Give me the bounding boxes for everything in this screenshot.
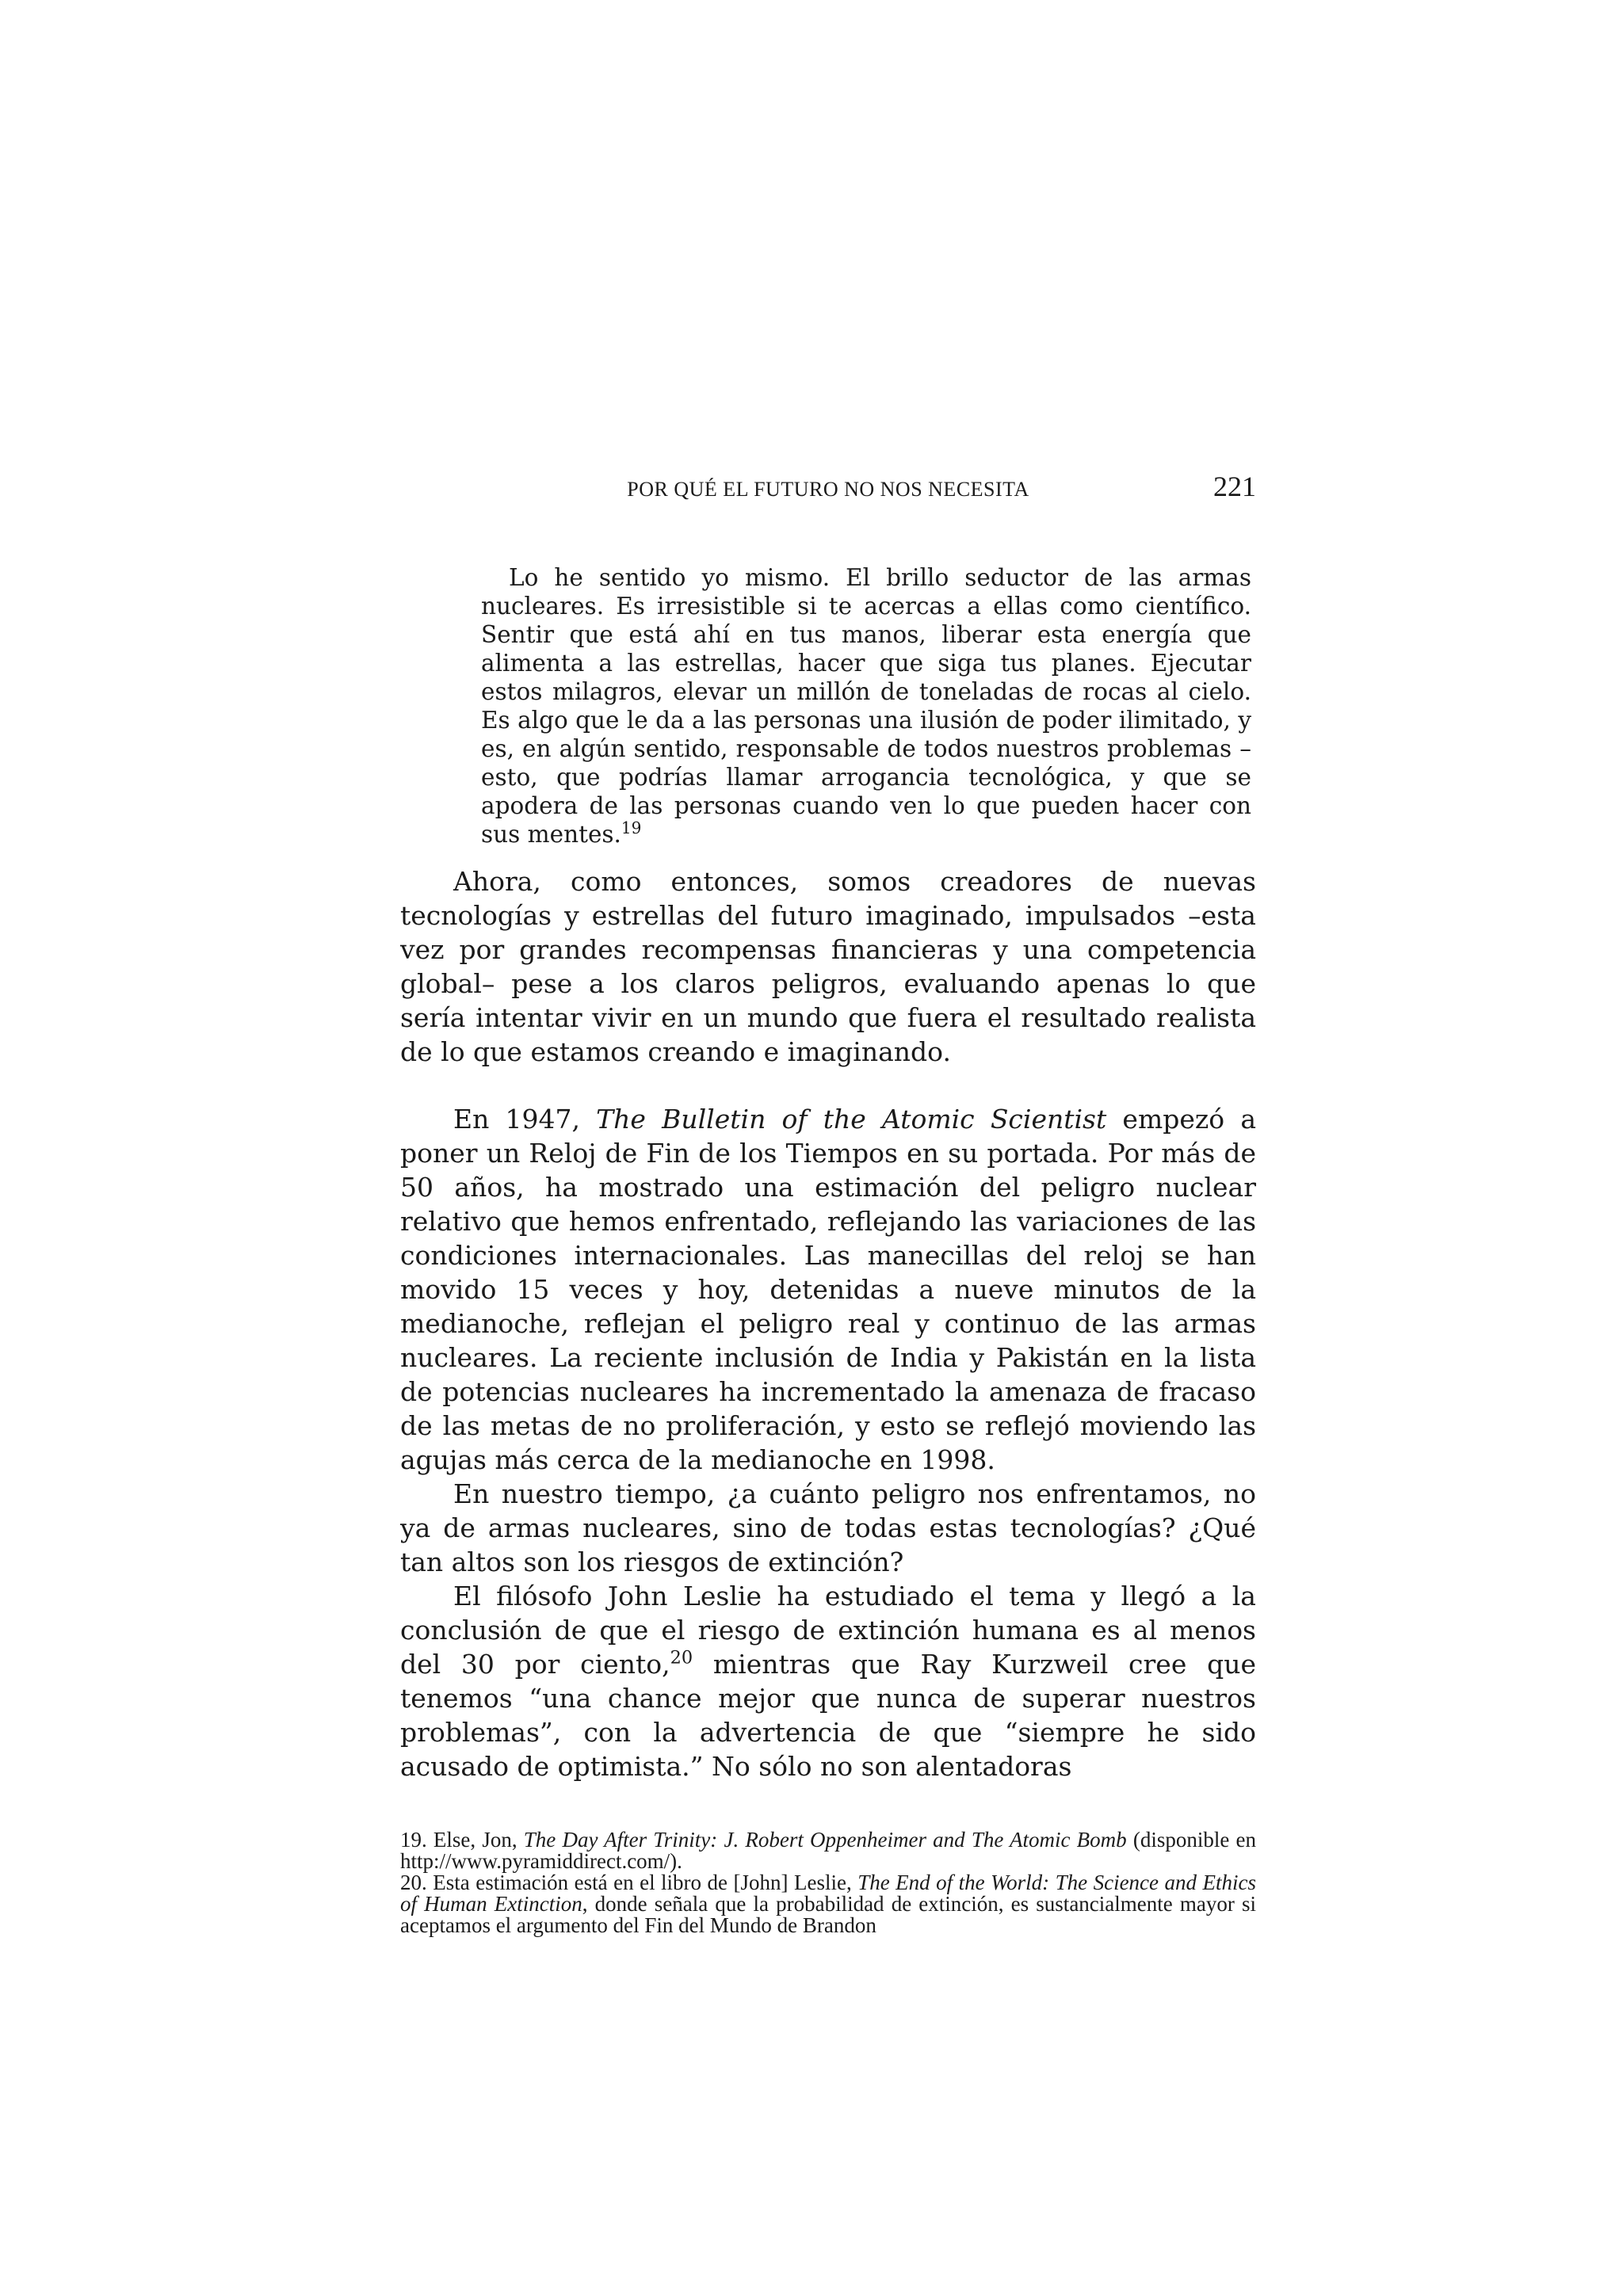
quote-paragraph bbox=[481, 563, 1251, 849]
footnote-20-title: The End of the World: The Science and Ethics of Human Extinction bbox=[400, 1871, 1256, 1916]
publication-title: The Bulletin of the Atomic Scientist bbox=[596, 1104, 1107, 1135]
paragraph-1: Ahora, como entonces, somos creadores de nuevas tecnologías y estrellas del futuro imaginado, impulsados –esta vez por grandes recompensas financieras y una competencia global– pese a los claros peligros, evaluando apenas lo que sería intentar vivir en un mundo que fuera el resultado realista de lo que estamos creando e imaginando. bbox=[400, 866, 1256, 1067]
footnote-19-start: 19. Else, Jon, bbox=[400, 1828, 524, 1852]
paragraph-4-rest: mientras que Ray Kurzweil cree que tenemos “una chance mejor que nunca de superar nuestros problemas”, con la advertencia de que “siempre he sido acusado de optimista.” No sólo no son alentadoras bbox=[400, 1649, 1256, 1782]
footnote-19-title: The Day After Trinity: J. Robert Oppenheimer and The Atomic Bomb bbox=[523, 1828, 1127, 1852]
paragraph-4 bbox=[400, 1579, 1256, 1783]
body-text bbox=[400, 864, 1256, 1783]
running-header bbox=[400, 463, 1256, 511]
paragraph-4-start: El filósofo John Leslie ha estudiado el tema y llegó a la conclusión de que el riesgo de extinción humana es al menos del 30 por ciento, bbox=[400, 1581, 1256, 1680]
footnote-20-rest: , donde señala que la probabilidad de extinción, es sustancialmente mayor si aceptamos el argumento del Fin del Mundo de Brandon bbox=[400, 1892, 1256, 1937]
quote-text: Lo he sentido yo mismo. El brillo seductor de las armas nucleares. Es irresistible si te acercas a ellas como científico. Sentir que está ahí en tus manos, liberar esta energía que alimenta a las estrellas, hacer que siga tus planes. Ejecutar estos milagros, elevar un millón de toneladas de rocas al cielo. Es algo que le da a las personas una ilusión de poder ilimitado, y es, en algún sentido, responsable de todos nuestros problemas –esto, que podrías llamar arrogancia tecnológica, y que se apodera de las personas cuando ven lo que pueden hacer con sus mentes. bbox=[481, 564, 1251, 848]
footnote-19 bbox=[400, 1829, 1256, 1872]
page-number: 221 bbox=[1213, 471, 1256, 502]
book-page bbox=[400, 463, 1256, 1936]
footnote-19-rest: (disponible en http://www.pyramiddirect.com/). bbox=[400, 1828, 1256, 1873]
paragraph-3: En nuestro tiempo, ¿a cuánto peligro nos enfrentamos, no ya de armas nucleares, sino de todas estas tecnologías? ¿Qué tan altos son los riesgos de extinción? bbox=[400, 1478, 1256, 1577]
paragraph-2-rest: empezó a poner un Reloj de Fin de los Tiempos en su portada. Por más de 50 años, ha mostrado una estimación del peligro nuclear relativo que hemos enfrentado, reflejando las variaciones de las condiciones internacionales. Las manecillas del reloj se han movido 15 veces y hoy, detenidas a nueve minutos de la medianoche, reflejan el peligro real y continuo de las armas nucleares. La reciente inclusión de India y Pakistán en la lista de potencias nucleares ha incrementado la amenaza de fracaso de las metas de no proliferación, y esto se reflejó moviendo las agujas más cerca de la medianoche en 1998. bbox=[400, 1104, 1256, 1475]
footnote-20-start: 20. Esta estimación está en el libro de [John] Leslie, bbox=[400, 1871, 858, 1894]
paragraph-2-start: En 1947, bbox=[453, 1104, 597, 1135]
running-title: POR QUÉ EL FUTURO NO NOS NECESITA bbox=[627, 478, 1029, 501]
footnote-ref-19: 19 bbox=[621, 818, 642, 837]
paragraph-2 bbox=[400, 1102, 1256, 1477]
footnote-ref-20: 20 bbox=[670, 1647, 693, 1669]
block-quote bbox=[481, 563, 1251, 849]
footnote-20 bbox=[400, 1872, 1256, 1936]
footnotes bbox=[400, 1829, 1256, 1936]
